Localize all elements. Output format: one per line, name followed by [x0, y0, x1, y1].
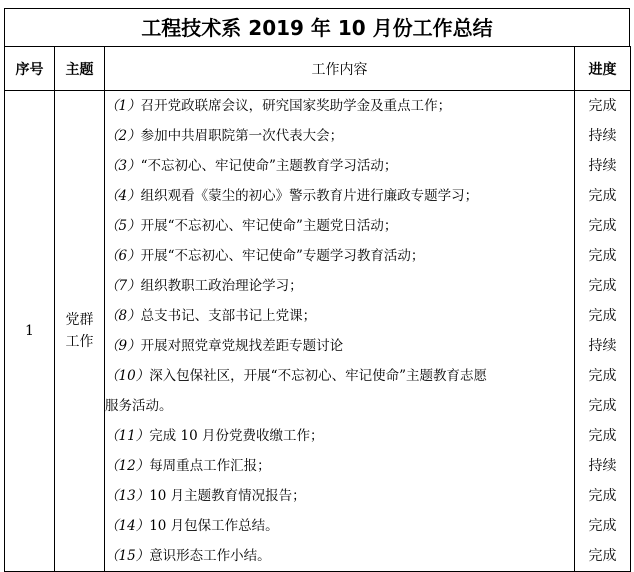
item-text: 开展“不忘初心、牢记使命”主题党日活动； — [140, 218, 398, 234]
status-cell: 完成 — [588, 248, 617, 264]
list-item — [105, 331, 574, 361]
list-item — [105, 241, 574, 271]
item-number: （4） — [105, 188, 141, 204]
item-number: （6） — [105, 248, 141, 264]
header-progress: 进度 — [575, 47, 631, 91]
item-number: （5） — [105, 218, 141, 234]
status-cell: 持续 — [588, 128, 617, 144]
item-number: （8） — [105, 308, 141, 324]
item-number: （11） — [105, 428, 150, 444]
list-item — [105, 91, 574, 121]
item-number: （3） — [105, 158, 141, 174]
list-item — [105, 211, 574, 241]
list-item — [105, 421, 574, 451]
list-item — [105, 121, 574, 151]
list-item-continuation — [105, 391, 574, 421]
list-item — [105, 541, 574, 571]
item-text: 组织教职工政治理论学习； — [140, 278, 303, 294]
status-cell: 完成 — [588, 188, 617, 204]
item-text: “不忘初心、牢记使命”主题教育学习活动； — [140, 158, 398, 174]
item-text: 意识形态工作小结。 — [149, 548, 271, 564]
item-number: （13） — [105, 488, 150, 504]
item-text: 10 月包保工作总结。 — [149, 518, 279, 534]
item-number: （15） — [105, 548, 150, 564]
item-number: （7） — [105, 278, 141, 294]
work-table — [4, 46, 631, 572]
topic-line: 工作 — [65, 334, 94, 350]
item-text: 开展对照党章党规找差距专题讨论 — [140, 338, 344, 354]
topic-line: 党群 — [65, 312, 94, 328]
status-cell: 持续 — [588, 458, 617, 474]
item-text: 完成 10 月份党费收缴工作； — [149, 428, 324, 444]
item-text: 开展“不忘初心、牢记使命”专题学习教育活动； — [140, 248, 425, 264]
status-cell: 完成 — [588, 518, 617, 534]
list-item — [105, 271, 574, 301]
list-item — [105, 301, 574, 331]
status-cell: 完成 — [588, 218, 617, 234]
progress-column — [575, 91, 631, 572]
status-cell: 完成 — [588, 488, 617, 504]
work-items — [105, 91, 575, 572]
item-text: 召开党政联席会议，研究国家奖助学金及重点工作； — [140, 98, 452, 114]
item-text: 参加中共眉职院第一次代表大会； — [140, 128, 344, 144]
list-item — [105, 181, 574, 211]
status-cell: 完成 — [588, 98, 617, 114]
item-number: （1） — [105, 98, 141, 114]
item-number: （2） — [105, 128, 141, 144]
status-cell: 持续 — [588, 338, 617, 354]
item-text: 每周重点工作汇报； — [149, 458, 271, 474]
header-content: 工作内容 — [105, 47, 575, 91]
header-serial: 序号 — [5, 47, 55, 91]
page-title: 工程技术系 2019 年 10 月份工作总结 — [4, 8, 630, 46]
row-topic — [55, 91, 105, 572]
header-row — [5, 47, 631, 91]
status-cell: 完成 — [588, 548, 617, 564]
list-item — [105, 481, 574, 511]
row-serial: 1 — [5, 91, 55, 572]
item-text: 组织观看《蒙尘的初心》警示教育片进行廉政专题学习； — [140, 188, 479, 204]
list-item — [105, 361, 574, 391]
item-text: 服务活动。 — [105, 398, 173, 414]
status-cell: 完成 — [588, 398, 617, 414]
status-cell: 完成 — [588, 308, 617, 324]
item-text: 10 月主题教育情况报告； — [149, 488, 306, 504]
list-item — [105, 511, 574, 541]
list-item — [105, 451, 574, 481]
table-row — [5, 91, 631, 572]
item-number: （9） — [105, 338, 141, 354]
item-number: （10） — [105, 368, 150, 384]
status-cell: 持续 — [588, 158, 617, 174]
status-cell: 完成 — [588, 428, 617, 444]
status-cell: 完成 — [588, 278, 617, 294]
header-topic: 主题 — [55, 47, 105, 91]
list-item — [105, 151, 574, 181]
item-text: 深入包保社区，开展“不忘初心、牢记使命”主题教育志愿 — [149, 368, 487, 384]
item-number: （14） — [105, 518, 150, 534]
status-cell: 完成 — [588, 368, 617, 384]
item-text: 总支书记、支部书记上党课； — [140, 308, 317, 324]
item-number: （12） — [105, 458, 150, 474]
